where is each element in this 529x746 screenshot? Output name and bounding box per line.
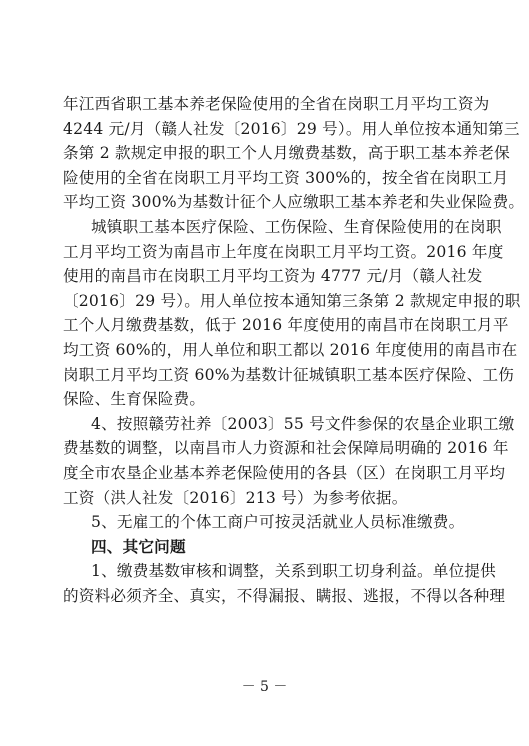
text-line: 使用的南昌市在岗职工月平均工资为 4777 元/月（赣人社发	[63, 267, 483, 286]
text-line: 工个人月缴费基数，低于 2016 年度使用的南昌市在岗职工月平	[63, 316, 509, 335]
text-line: 保险、生育保险费。	[63, 390, 206, 409]
text-line: 险使用的全省在岗职工月平均工资 300%的，按全省在岗职工月	[63, 168, 509, 187]
text-line: 均工资 60%的，用人单位和职工都以 2016 年度使用的南昌市在	[63, 340, 518, 359]
text-line: 5、无雇工的个体工商户可按灵活就业人员标准缴费。	[91, 513, 465, 532]
text-line: 〔2016〕29 号）。用人单位按本通知第三条第 2 款规定申报的职	[63, 291, 521, 310]
text-line: 岗职工月平均工资 60%为基数计征城镇职工基本医疗保险、工伤	[63, 365, 515, 384]
text-line: 度全市农垦企业基本养老保险使用的各县（区）在岗职工月平均	[63, 463, 506, 482]
page-number: － 5 －	[241, 679, 288, 695]
text-line: 平均工资 300%为基数计征个人应缴职工基本养老和失业保险费。	[63, 193, 525, 212]
text-line: 工资（洪人社发〔2016〕213 号）为参考依据。	[63, 488, 408, 507]
text-line: 条第 2 款规定申报的职工个人月缴费基数，高于职工基本养老保	[63, 144, 510, 163]
text-line: 4、按照赣劳社养〔2003〕55 号文件参保的农垦企业职工缴	[91, 414, 515, 433]
text-line: 4244 元/月（赣人社发〔2016〕29 号）。用人单位按本通知第三	[63, 119, 520, 138]
text-line: 费基数的调整，以南昌市人力资源和社会保障局明确的 2016 年	[63, 439, 509, 458]
text-line: 城镇职工基本医疗保险、工伤保险、生育保险使用的在岗职	[91, 217, 502, 236]
body-text	[63, 92, 525, 608]
text-line: 1、缴费基数审核和调整，关系到职工切身利益。单位提供	[91, 562, 496, 581]
text-line: 工月平均工资为南昌市上年度在岗职工月平均工资。2016 年度	[63, 242, 504, 261]
section-heading: 四、其它问题	[91, 537, 186, 556]
text-line: 年江西省职工基本养老保险使用的全省在岗职工月平均工资为	[63, 95, 490, 113]
text-line: 的资料必须齐全、真实，不得漏报、瞒报、逃报，不得以各种理	[63, 586, 506, 605]
